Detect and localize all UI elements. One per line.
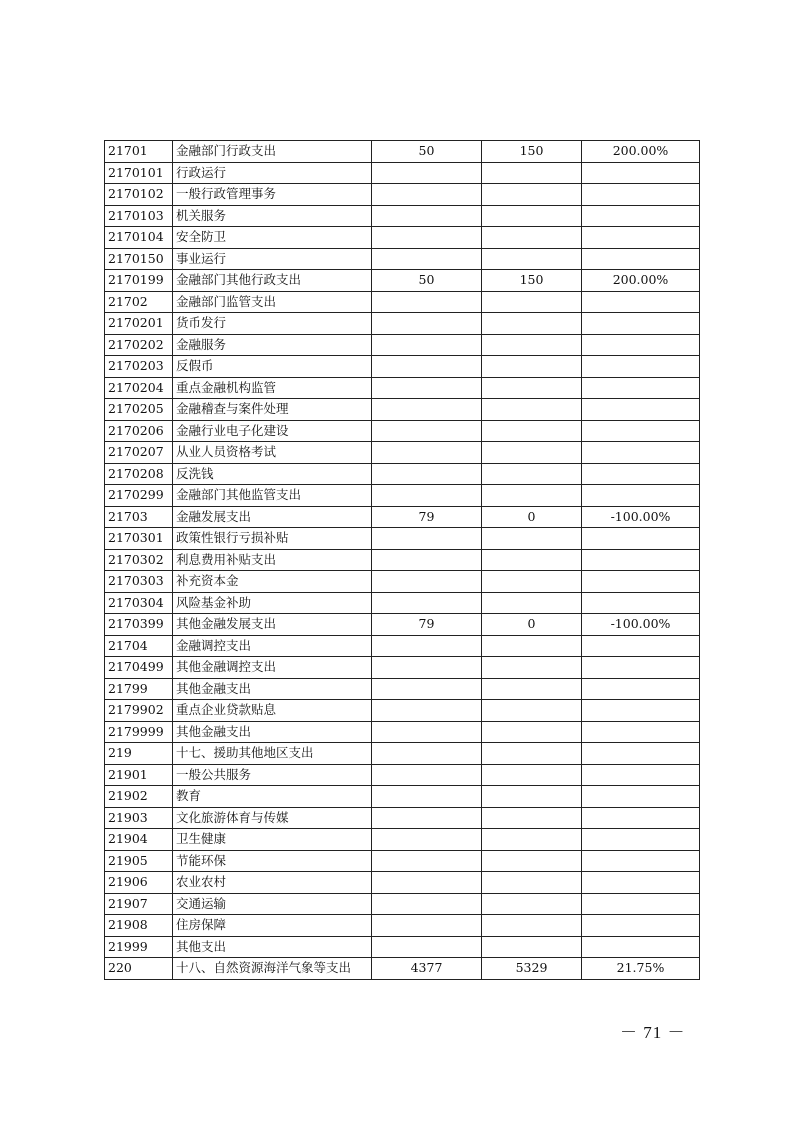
value-a-cell — [372, 936, 482, 958]
table-row — [105, 786, 700, 808]
table-row — [105, 528, 700, 550]
item-name-cell: 反假币 — [173, 356, 372, 378]
change-percent-cell — [582, 872, 700, 894]
value-a-cell — [372, 786, 482, 808]
code-cell: 2179902 — [105, 700, 173, 722]
table-row — [105, 614, 700, 636]
value-b-cell — [482, 807, 582, 829]
value-b-cell — [482, 485, 582, 507]
value-a-cell — [372, 743, 482, 765]
item-name-cell: 卫生健康 — [173, 829, 372, 851]
code-cell: 2170399 — [105, 614, 173, 636]
table-row — [105, 764, 700, 786]
item-name-cell: 金融部门其他行政支出 — [173, 270, 372, 292]
code-cell: 2170204 — [105, 377, 173, 399]
item-name-cell: 补充资本金 — [173, 571, 372, 593]
value-b-cell — [482, 420, 582, 442]
table-row — [105, 227, 700, 249]
item-name-cell: 利息费用补贴支出 — [173, 549, 372, 571]
code-cell: 2170299 — [105, 485, 173, 507]
change-percent-cell — [582, 764, 700, 786]
change-percent-cell — [582, 850, 700, 872]
table-row — [105, 399, 700, 421]
value-b-cell — [482, 678, 582, 700]
change-percent-cell — [582, 829, 700, 851]
value-b-cell — [482, 936, 582, 958]
table-row — [105, 721, 700, 743]
value-a-cell — [372, 184, 482, 206]
change-percent-cell — [582, 721, 700, 743]
code-cell: 2170201 — [105, 313, 173, 335]
code-cell: 21702 — [105, 291, 173, 313]
table-row — [105, 657, 700, 679]
code-cell: 21903 — [105, 807, 173, 829]
item-name-cell: 农业农村 — [173, 872, 372, 894]
item-name-cell: 风险基金补助 — [173, 592, 372, 614]
item-name-cell: 一般行政管理事务 — [173, 184, 372, 206]
value-b-cell — [482, 743, 582, 765]
value-a-cell — [372, 635, 482, 657]
code-cell: 21999 — [105, 936, 173, 958]
value-b-cell — [482, 915, 582, 937]
value-b-cell — [482, 205, 582, 227]
change-percent-cell — [582, 571, 700, 593]
table-row — [105, 829, 700, 851]
table-body — [105, 141, 700, 980]
value-a-cell: 50 — [372, 270, 482, 292]
code-cell: 2170103 — [105, 205, 173, 227]
value-a-cell — [372, 162, 482, 184]
code-cell: 2170102 — [105, 184, 173, 206]
table-row — [105, 915, 700, 937]
code-cell: 2170303 — [105, 571, 173, 593]
item-name-cell: 节能环保 — [173, 850, 372, 872]
value-a-cell — [372, 420, 482, 442]
value-a-cell — [372, 678, 482, 700]
change-percent-cell: 200.00% — [582, 141, 700, 163]
change-percent-cell — [582, 334, 700, 356]
table-row — [105, 893, 700, 915]
table-row — [105, 592, 700, 614]
table-row — [105, 743, 700, 765]
table-row — [105, 807, 700, 829]
value-b-cell — [482, 442, 582, 464]
item-name-cell: 其他金融支出 — [173, 678, 372, 700]
table-row — [105, 420, 700, 442]
value-a-cell — [372, 850, 482, 872]
code-cell: 21701 — [105, 141, 173, 163]
item-name-cell: 金融稽查与案件处理 — [173, 399, 372, 421]
change-percent-cell — [582, 313, 700, 335]
value-b-cell — [482, 700, 582, 722]
change-percent-cell — [582, 356, 700, 378]
value-a-cell — [372, 764, 482, 786]
change-percent-cell — [582, 807, 700, 829]
value-b-cell — [482, 313, 582, 335]
value-a-cell — [372, 334, 482, 356]
value-b-cell — [482, 571, 582, 593]
item-name-cell: 金融行业电子化建设 — [173, 420, 372, 442]
code-cell: 220 — [105, 958, 173, 980]
item-name-cell: 住房保障 — [173, 915, 372, 937]
change-percent-cell: -100.00% — [582, 506, 700, 528]
value-b-cell — [482, 291, 582, 313]
table-row — [105, 700, 700, 722]
value-b-cell — [482, 764, 582, 786]
item-name-cell: 文化旅游体育与传媒 — [173, 807, 372, 829]
change-percent-cell — [582, 399, 700, 421]
table-row — [105, 184, 700, 206]
table-row — [105, 248, 700, 270]
value-a-cell — [372, 721, 482, 743]
value-b-cell — [482, 850, 582, 872]
code-cell: 2170208 — [105, 463, 173, 485]
item-name-cell: 交通运输 — [173, 893, 372, 915]
table-row — [105, 291, 700, 313]
table-row — [105, 270, 700, 292]
value-b-cell — [482, 721, 582, 743]
change-percent-cell — [582, 700, 700, 722]
code-cell: 2170202 — [105, 334, 173, 356]
code-cell: 21906 — [105, 872, 173, 894]
table-row — [105, 377, 700, 399]
change-percent-cell — [582, 635, 700, 657]
value-a-cell — [372, 592, 482, 614]
value-b-cell — [482, 463, 582, 485]
value-b-cell: 0 — [482, 614, 582, 636]
code-cell: 21904 — [105, 829, 173, 851]
table-row — [105, 850, 700, 872]
value-a-cell — [372, 463, 482, 485]
value-a-cell — [372, 872, 482, 894]
change-percent-cell — [582, 162, 700, 184]
value-a-cell — [372, 915, 482, 937]
code-cell: 21704 — [105, 635, 173, 657]
item-name-cell: 其他金融发展支出 — [173, 614, 372, 636]
value-a-cell: 79 — [372, 614, 482, 636]
item-name-cell: 金融调控支出 — [173, 635, 372, 657]
value-b-cell: 5329 — [482, 958, 582, 980]
change-percent-cell: 21.75% — [582, 958, 700, 980]
change-percent-cell — [582, 248, 700, 270]
item-name-cell: 金融服务 — [173, 334, 372, 356]
change-percent-cell — [582, 377, 700, 399]
value-b-cell: 0 — [482, 506, 582, 528]
item-name-cell: 十七、援助其他地区支出 — [173, 743, 372, 765]
value-a-cell — [372, 399, 482, 421]
change-percent-cell — [582, 184, 700, 206]
code-cell: 21901 — [105, 764, 173, 786]
table-row — [105, 141, 700, 163]
value-a-cell — [372, 549, 482, 571]
code-cell: 2170301 — [105, 528, 173, 550]
value-b-cell — [482, 592, 582, 614]
item-name-cell: 事业运行 — [173, 248, 372, 270]
table-row — [105, 334, 700, 356]
value-a-cell — [372, 377, 482, 399]
value-a-cell: 79 — [372, 506, 482, 528]
value-b-cell — [482, 377, 582, 399]
value-b-cell — [482, 356, 582, 378]
change-percent-cell — [582, 205, 700, 227]
value-a-cell — [372, 291, 482, 313]
code-cell: 21905 — [105, 850, 173, 872]
value-a-cell — [372, 205, 482, 227]
value-a-cell — [372, 248, 482, 270]
page-number: － 71 － — [620, 1023, 686, 1042]
code-cell: 2170499 — [105, 657, 173, 679]
item-name-cell: 货币发行 — [173, 313, 372, 335]
budget-table — [104, 140, 700, 980]
item-name-cell: 金融部门监管支出 — [173, 291, 372, 313]
code-cell: 2170150 — [105, 248, 173, 270]
item-name-cell: 其他金融支出 — [173, 721, 372, 743]
item-name-cell: 重点企业贷款贴息 — [173, 700, 372, 722]
value-b-cell: 150 — [482, 270, 582, 292]
item-name-cell: 行政运行 — [173, 162, 372, 184]
change-percent-cell — [582, 657, 700, 679]
value-b-cell — [482, 893, 582, 915]
value-a-cell — [372, 528, 482, 550]
item-name-cell: 十八、自然资源海洋气象等支出 — [173, 958, 372, 980]
table-row — [105, 678, 700, 700]
value-b-cell — [482, 829, 582, 851]
change-percent-cell — [582, 743, 700, 765]
item-name-cell: 其他支出 — [173, 936, 372, 958]
item-name-cell: 其他金融调控支出 — [173, 657, 372, 679]
change-percent-cell — [582, 786, 700, 808]
change-percent-cell — [582, 915, 700, 937]
table-row — [105, 635, 700, 657]
code-cell: 2170206 — [105, 420, 173, 442]
code-cell: 2170199 — [105, 270, 173, 292]
change-percent-cell — [582, 549, 700, 571]
value-a-cell — [372, 700, 482, 722]
value-b-cell — [482, 549, 582, 571]
value-a-cell — [372, 657, 482, 679]
value-a-cell — [372, 227, 482, 249]
item-name-cell: 一般公共服务 — [173, 764, 372, 786]
code-cell: 2170203 — [105, 356, 173, 378]
table-row — [105, 549, 700, 571]
table-row — [105, 485, 700, 507]
code-cell: 2170104 — [105, 227, 173, 249]
code-cell: 21908 — [105, 915, 173, 937]
code-cell: 2170302 — [105, 549, 173, 571]
value-b-cell — [482, 334, 582, 356]
change-percent-cell — [582, 678, 700, 700]
table-row — [105, 506, 700, 528]
item-name-cell: 金融部门行政支出 — [173, 141, 372, 163]
value-b-cell — [482, 399, 582, 421]
item-name-cell: 金融发展支出 — [173, 506, 372, 528]
item-name-cell: 安全防卫 — [173, 227, 372, 249]
code-cell: 219 — [105, 743, 173, 765]
table-row — [105, 313, 700, 335]
value-b-cell — [482, 184, 582, 206]
value-a-cell — [372, 893, 482, 915]
value-b-cell — [482, 528, 582, 550]
value-b-cell — [482, 872, 582, 894]
table-row — [105, 463, 700, 485]
value-b-cell — [482, 227, 582, 249]
code-cell: 21902 — [105, 786, 173, 808]
table-row — [105, 571, 700, 593]
table-row — [105, 356, 700, 378]
table-row — [105, 936, 700, 958]
table-row — [105, 205, 700, 227]
value-a-cell — [372, 485, 482, 507]
item-name-cell: 从业人员资格考试 — [173, 442, 372, 464]
code-cell: 2179999 — [105, 721, 173, 743]
change-percent-cell — [582, 528, 700, 550]
change-percent-cell — [582, 592, 700, 614]
item-name-cell: 政策性银行亏损补贴 — [173, 528, 372, 550]
change-percent-cell: 200.00% — [582, 270, 700, 292]
item-name-cell: 金融部门其他监管支出 — [173, 485, 372, 507]
table-row — [105, 162, 700, 184]
value-b-cell: 150 — [482, 141, 582, 163]
code-cell: 2170304 — [105, 592, 173, 614]
change-percent-cell — [582, 291, 700, 313]
change-percent-cell — [582, 893, 700, 915]
code-cell: 21703 — [105, 506, 173, 528]
value-a-cell — [372, 442, 482, 464]
table-row — [105, 958, 700, 980]
code-cell: 2170101 — [105, 162, 173, 184]
value-b-cell — [482, 635, 582, 657]
value-a-cell — [372, 571, 482, 593]
item-name-cell: 反洗钱 — [173, 463, 372, 485]
code-cell: 2170205 — [105, 399, 173, 421]
table-row — [105, 872, 700, 894]
code-cell: 21799 — [105, 678, 173, 700]
item-name-cell: 重点金融机构监管 — [173, 377, 372, 399]
value-b-cell — [482, 657, 582, 679]
value-b-cell — [482, 162, 582, 184]
item-name-cell: 教育 — [173, 786, 372, 808]
change-percent-cell — [582, 227, 700, 249]
change-percent-cell — [582, 420, 700, 442]
value-a-cell: 50 — [372, 141, 482, 163]
change-percent-cell: -100.00% — [582, 614, 700, 636]
value-a-cell: 4377 — [372, 958, 482, 980]
change-percent-cell — [582, 463, 700, 485]
item-name-cell: 机关服务 — [173, 205, 372, 227]
change-percent-cell — [582, 485, 700, 507]
table-row — [105, 442, 700, 464]
value-a-cell — [372, 313, 482, 335]
change-percent-cell — [582, 936, 700, 958]
value-b-cell — [482, 248, 582, 270]
code-cell: 21907 — [105, 893, 173, 915]
value-a-cell — [372, 807, 482, 829]
change-percent-cell — [582, 442, 700, 464]
code-cell: 2170207 — [105, 442, 173, 464]
value-a-cell — [372, 356, 482, 378]
value-b-cell — [482, 786, 582, 808]
value-a-cell — [372, 829, 482, 851]
